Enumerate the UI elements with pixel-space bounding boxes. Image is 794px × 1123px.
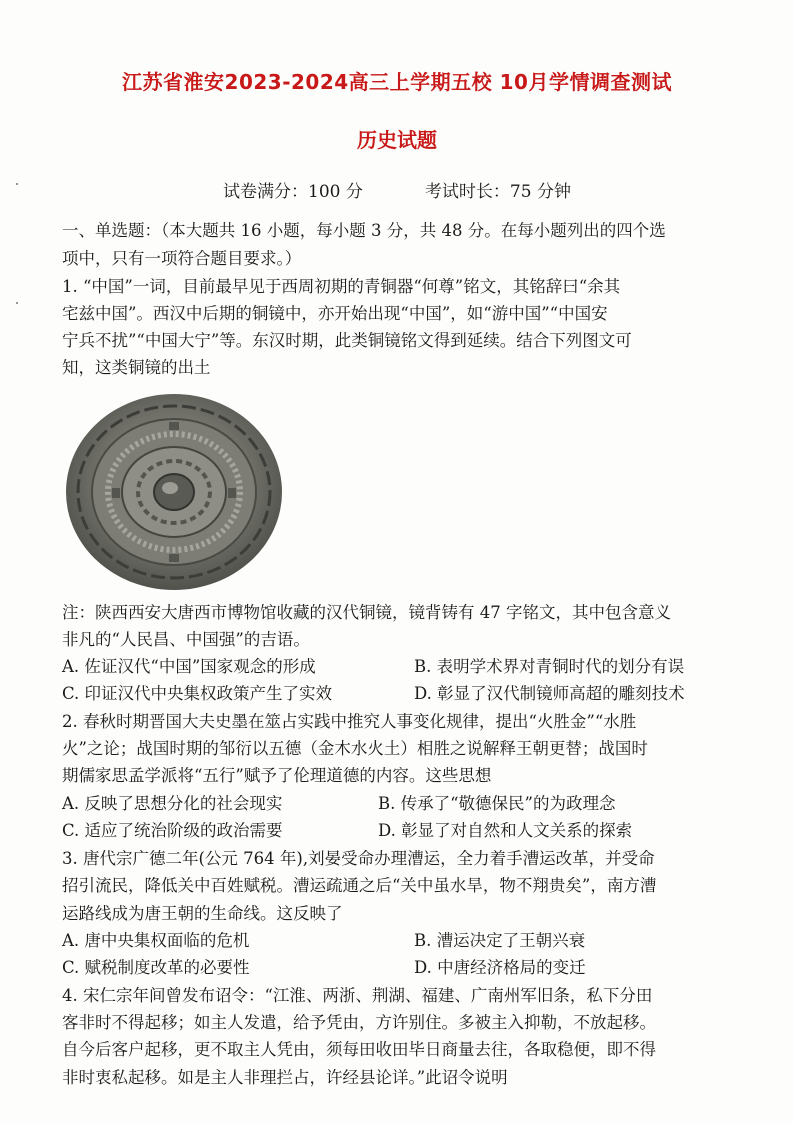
q1-option-a[interactable]: A. 佐证汉代“中国”国家观念的形成 (62, 657, 316, 676)
subject-title: 历史试题 (357, 128, 437, 152)
q1-stem-line-3: 宁兵不扰”“中国大宁”等。东汉时期，此类铜镜铭文得到延续。结合下列图文可 (62, 331, 632, 350)
q3-option-b[interactable]: B. 漕运决定了王朝兴衰 (414, 931, 586, 950)
q3-option-a[interactable]: A. 唐中央集权面临的危机 (62, 931, 250, 950)
section-instruction-line-1: 一、单选题：（本大题共 16 小题，每小题 3 分，共 48 分。在每小题列出的四个选 (62, 221, 666, 240)
q1-note-line-1: 注：陕西西安大唐西市博物馆收藏的汉代铜镜，镜背铸有 47 字铭文，其中包含意义 (62, 603, 671, 622)
q3-stem-line-1: 3. 唐代宗广德二年(公元 764 年),刘晏受命办理漕运，全力着手漕运改革，并受命 (62, 849, 655, 868)
q2-option-a[interactable]: A. 反映了思想分化的社会现实 (62, 794, 283, 813)
q2-stem-line-3: 期儒家思孟学派将“五行”赋予了伦理道德的内容。这些思想 (62, 766, 492, 785)
scan-speck (16, 302, 18, 304)
q2-option-b[interactable]: B. 传承了“敬德保民”的为政理念 (378, 794, 616, 813)
q4-stem-line-2: 客非时不得起移；如主人发遣，给予凭由，方许别住。多被主入抑勒，不放起移。 (62, 1013, 656, 1032)
q1-stem-line-4: 知，这类铜镜的出土 (62, 358, 211, 377)
exam-info (0, 177, 794, 202)
q3-option-c[interactable]: C. 赋税制度改革的必要性 (62, 958, 250, 977)
q2-option-c[interactable]: C. 适应了统治阶级的政治需要 (62, 821, 283, 840)
q2-stem-line-2: 火”之论；战国时期的邹衍以五德（金木水火土）相胜之说解释王朝更替；战国时 (62, 739, 648, 758)
q4-stem-line-1: 4. 宋仁宗年间曾发布诏令：“江淮、两浙、荆湖、福建、广南州军旧条，私下分田 (62, 986, 653, 1005)
q4-stem-line-3: 自今后客户起移，更不取主人凭由，须每田收田毕日商量去往，各取稳便，即不得 (62, 1040, 656, 1059)
q2-option-d[interactable]: D. 彰显了对自然和人文关系的探索 (378, 821, 633, 840)
q1-option-b[interactable]: B. 表明学术界对青铜时代的划分有误 (414, 657, 685, 676)
q1-option-d[interactable]: D. 彰显了汉代制镜师高超的雕刻技术 (414, 684, 685, 703)
scan-speck (16, 183, 18, 185)
q1-stem-line-2: 宅兹中国”。西汉中后期的铜镜中，亦开始出现“中国”，如“游中国”“中国安 (62, 304, 608, 323)
exam-title: 江苏省淮安2023-2024高三上学期五校 10月学情调查测试 (122, 70, 672, 94)
bronze-mirror-image (64, 392, 284, 592)
duration: 考试时长：75 分钟 (424, 182, 571, 202)
q3-stem-line-2: 招引流民，降低关中百姓赋税。漕运疏通之后“关中虽水旱，物不翔贵矣”，南方漕 (62, 876, 657, 895)
q2-stem-line-1: 2. 春秋时期晋国大夫史墨在筮占实践中推究人事变化规律，提出“火胜金”“水胜 (62, 712, 637, 731)
q1-option-c[interactable]: C. 印证汉代中央集权政策产生了实效 (62, 684, 333, 703)
q3-stem-line-3: 运路线成为唐王朝的生命线。这反映了 (62, 904, 343, 923)
section-instruction-line-2: 项中，只有一项符合题目要求。） (62, 249, 302, 268)
full-score: 试卷满分：100 分 (223, 182, 363, 202)
q1-note-line-2: 非凡的“人民昌、中国强”的吉语。 (62, 630, 310, 649)
q4-stem-line-4: 非时衷私起移。如是主人非理拦占，许经县论详。”此诏令说明 (62, 1068, 508, 1087)
q1-stem-line-1: 1. “中国”一词，目前最早见于西周初期的青铜器“何尊”铭文，其铭辞曰“余其 (62, 277, 621, 296)
q3-option-d[interactable]: D. 中唐经济格局的变迁 (414, 958, 586, 977)
